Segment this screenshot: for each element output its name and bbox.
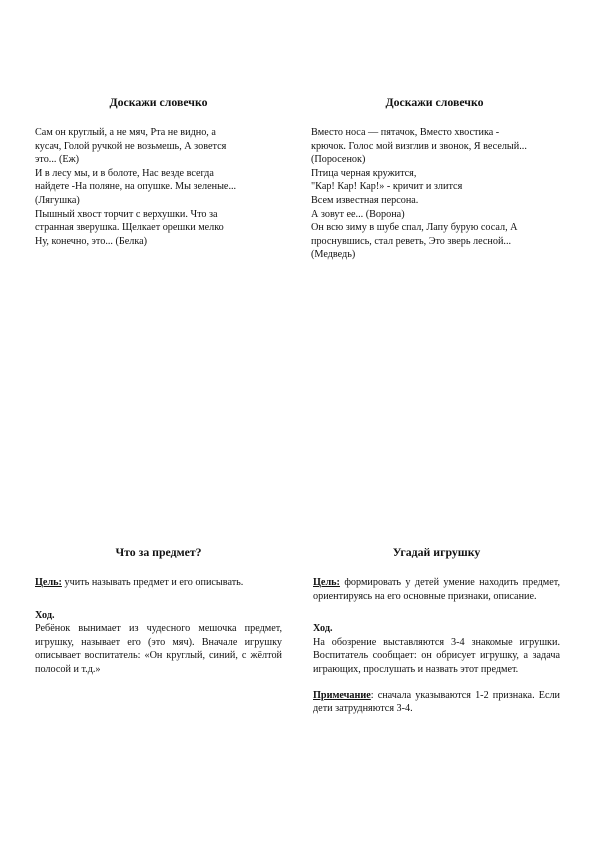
- riddle-crow: [311, 167, 558, 221]
- riddle-line: (Лягушка): [35, 194, 80, 206]
- riddle-line: Ну, конечно, это... (Белка): [35, 235, 148, 247]
- riddle-line: (Медведь): [311, 249, 356, 261]
- riddle-hedgehog: [35, 126, 282, 167]
- riddle-frog: [35, 167, 282, 208]
- riddle-line: (Поросенок): [311, 154, 366, 166]
- riddle-card-right: [311, 95, 558, 262]
- riddle-line: проснувшись, стал реветь, Это зверь лесной...: [311, 235, 512, 247]
- riddle-piglet: [311, 126, 558, 167]
- riddle-line: Всем известная персона.: [311, 194, 419, 206]
- game-move: [35, 609, 282, 623]
- move-text: Ребёнок вынимает из чудесного мешочка предмет, игрушку, называет его (это мяч). Вначале игрушку описывает воспитатель: «Он круглый, синий, с жёлтой полосой и т.д.»: [35, 623, 282, 675]
- game-card-what-object: [35, 545, 282, 677]
- card-title: Что за предмет?: [115, 545, 202, 559]
- move-label: Ход.: [35, 609, 55, 621]
- goal-text: формировать у детей умение находить предмет, ориентируясь на его основные признаки, описание.: [313, 577, 560, 602]
- card-title: Доскажи словечко: [109, 95, 208, 109]
- riddle-bear: [311, 221, 558, 262]
- game-note: [313, 689, 560, 716]
- game-card-guess-toy: [313, 545, 560, 716]
- goal-text: учить называть предмет и его описывать.: [61, 577, 244, 588]
- riddle-line: И в лесу мы, и в болоте, Нас везде всегда: [35, 167, 214, 179]
- game-goal: [313, 576, 560, 603]
- move-text: На обозрение выставляются 3-4 знакомые игрушки. Воспитатель сообщает: он обрисует игрушку, а задача играющих, прослушать и назвать этот предмет.: [313, 636, 560, 675]
- move-label: Ход.: [313, 623, 333, 635]
- note-label: Примечание: [313, 689, 371, 701]
- riddle-line: крючок. Голос мой визглив и звонок, Я веселый...: [311, 140, 527, 152]
- riddle-line: Вместо носа — пятачок, Вместо хвостика -: [311, 127, 500, 138]
- riddle-line: это... (Еж): [35, 154, 80, 166]
- riddle-card-left: [35, 95, 282, 248]
- riddle-line: "Кар! Кар! Кар!» - кричит и злится: [311, 181, 463, 193]
- riddle-line: Сам он круглый, а не мяч, Рта не видно, а: [35, 127, 216, 138]
- riddle-line: найдете -На поляне, на опушке. Мы зеленые...: [35, 181, 237, 193]
- card-title: Доскажи словечко: [385, 95, 484, 109]
- riddle-squirrel: [35, 208, 282, 249]
- note-text: : сначала указываются 1-2 признака. Если дети затрудняются 3-4.: [313, 689, 560, 715]
- goal-label: Цель:: [35, 577, 62, 588]
- game-move: [313, 622, 560, 636]
- riddle-line: Пышный хвост торчит с верхушки. Что за: [35, 208, 218, 220]
- card-title: Угадай игрушку: [392, 545, 481, 559]
- riddle-line: странная зверушка. Щелкает орешки мелко: [35, 222, 224, 234]
- riddle-line: Он всю зиму в шубе спал, Лапу бурую сосал, А: [311, 222, 518, 234]
- riddle-line: Птица черная кружится,: [311, 167, 417, 179]
- riddle-line: кусач, Голой ручкой не возьмешь, А зовется: [35, 140, 227, 152]
- game-goal: [35, 576, 282, 590]
- riddle-line: А зовут ее... (Ворона): [311, 208, 405, 220]
- goal-label: Цель:: [313, 577, 340, 588]
